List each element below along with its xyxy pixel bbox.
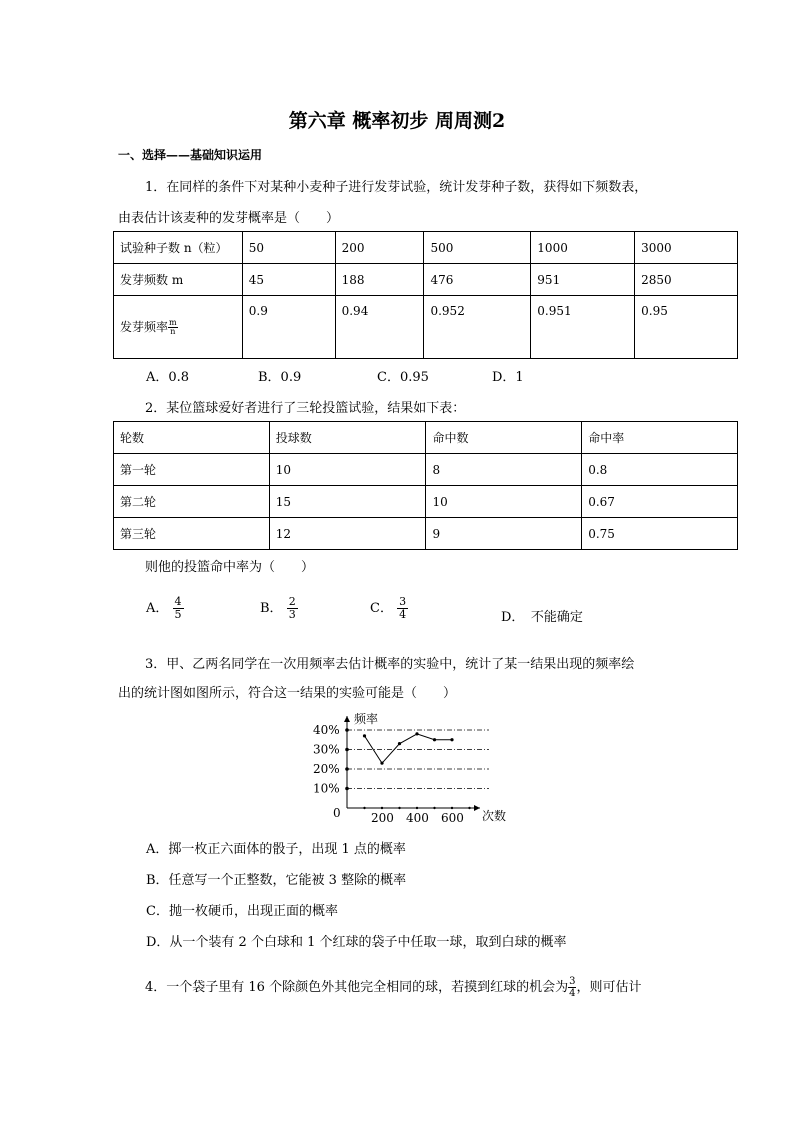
table-row	[114, 422, 738, 454]
table-cell: 2850	[635, 264, 738, 296]
fraction-denominator: 3	[288, 608, 296, 621]
y-ticks	[313, 723, 349, 796]
data-point	[363, 734, 366, 737]
y-tick-label: 30%	[313, 742, 340, 757]
data-point	[380, 762, 383, 765]
data-point	[415, 732, 418, 735]
frequency-line-chart	[300, 708, 520, 830]
table-cell: 50	[242, 232, 335, 264]
y-tick-label: 20%	[313, 762, 340, 776]
fraction	[287, 596, 298, 621]
table-row	[114, 232, 738, 264]
data-point	[398, 742, 401, 745]
q4-text-after: ，则可估计	[576, 980, 642, 995]
y-tick-label: 40%	[313, 723, 340, 737]
q1-table	[113, 231, 738, 359]
y-axis-arrow	[344, 716, 350, 722]
series-points	[363, 732, 454, 764]
table-cell: 10	[426, 486, 582, 518]
table-header: 轮数	[114, 422, 270, 454]
q2-question: 则他的投篮命中率为（ ）	[145, 560, 315, 575]
q1-row2-label: 发芽频数 m	[114, 264, 243, 296]
q2-option-c[interactable]	[370, 596, 408, 621]
fraction	[397, 596, 408, 621]
table-row	[114, 264, 738, 296]
data-point	[433, 738, 436, 741]
x-tick-dot	[451, 807, 453, 809]
fraction-denominator: 5	[174, 608, 182, 621]
table-cell: 0.67	[582, 486, 738, 518]
fraction-numerator: 2	[288, 595, 296, 608]
table-header: 命中率	[582, 422, 738, 454]
fraction-numerator: 3	[399, 595, 407, 608]
q3-option-c[interactable]: C．抛一枚硬币，出现正面的概率	[146, 904, 338, 919]
fraction	[173, 596, 184, 621]
table-cell: 10	[269, 454, 426, 486]
x-tick-dot	[468, 807, 470, 809]
fraction-denominator: 4	[569, 988, 576, 999]
table-cell: 0.9	[242, 296, 335, 359]
fraction	[168, 319, 178, 336]
x-axis-label: 次数	[482, 809, 507, 823]
table-row	[114, 454, 738, 486]
x-ticks	[363, 807, 470, 825]
table-cell: 476	[424, 264, 531, 296]
fraction-numerator: 4	[174, 595, 182, 608]
q1-text-line1: 1．在同样的条件下对某种小麦种子进行发芽试验，统计发芽种子数，获得如下频数表，	[145, 180, 648, 195]
table-cell: 951	[531, 264, 635, 296]
table-cell: 第一轮	[114, 454, 270, 486]
data-point	[450, 738, 453, 741]
table-cell: 第二轮	[114, 486, 270, 518]
table-cell: 0.952	[424, 296, 531, 359]
table-cell: 9	[426, 518, 582, 550]
section-heading: 一、选择——基础知识运用	[118, 148, 263, 162]
table-cell: 12	[269, 518, 426, 550]
q1-row3-label-text: 发芽频率	[120, 320, 169, 334]
q3-option-b[interactable]: B．任意写一个正整数，它能被 3 整除的概率	[146, 873, 407, 888]
q3-text-line1: 3．甲、乙两名同学在一次用频率去估计概率的实验中，统计了某一结果出现的频率绘	[145, 657, 635, 672]
table-cell: 0.94	[335, 296, 424, 359]
q1-row1-label: 试验种子数 n（粒）	[114, 232, 243, 264]
y-tick-dot	[345, 748, 349, 752]
y-tick-dot	[345, 728, 349, 732]
option-label: B．	[260, 601, 283, 616]
q4-text-before: 4．一个袋子里有 16 个除颜色外其他完全相同的球，若摸到红球的机会为	[145, 980, 569, 995]
q1-option-d[interactable]: D．1	[492, 370, 524, 385]
fraction-numerator: 3	[569, 976, 576, 987]
q2-text-line1: 2．某位篮球爱好者进行了三轮投篮试验，结果如下表：	[145, 401, 466, 416]
origin-label: 0	[333, 806, 341, 820]
table-cell: 0.95	[635, 296, 738, 359]
x-tick-dot	[398, 807, 400, 809]
table-cell: 0.951	[531, 296, 635, 359]
x-tick-dot	[363, 807, 365, 809]
y-axis-label: 频率	[354, 712, 379, 726]
q2-option-b[interactable]	[260, 596, 298, 621]
q1-option-a[interactable]: A．0.8	[146, 370, 190, 385]
q2-option-d[interactable]: D． 不能确定	[501, 610, 583, 625]
x-tick-dot	[416, 807, 418, 809]
table-cell: 500	[424, 232, 531, 264]
fraction-denominator: 4	[399, 608, 407, 621]
table-cell: 15	[269, 486, 426, 518]
q2-option-a[interactable]	[146, 596, 184, 621]
q1-text-line2: 由表估计该麦种的发芽概率是（ ）	[118, 211, 340, 226]
table-cell: 0.75	[582, 518, 738, 550]
table-cell: 8	[426, 454, 582, 486]
q1-option-b[interactable]: B．0.9	[258, 370, 302, 385]
table-cell: 0.8	[582, 454, 738, 486]
fraction-numerator: m	[169, 318, 177, 327]
x-tick-label: 400	[406, 811, 429, 825]
q2-table	[113, 421, 738, 550]
q4-text	[145, 976, 641, 999]
y-tick-label: 10%	[313, 781, 340, 796]
table-cell: 1000	[531, 232, 635, 264]
table-cell: 188	[335, 264, 424, 296]
table-header: 投球数	[269, 422, 426, 454]
table-cell: 200	[335, 232, 424, 264]
x-axis-arrow	[474, 805, 480, 811]
table-cell: 3000	[635, 232, 738, 264]
table-header: 命中数	[426, 422, 582, 454]
q1-option-c[interactable]: C．0.95	[377, 370, 429, 385]
x-tick-dot	[433, 807, 435, 809]
y-tick-dot	[345, 787, 349, 791]
x-tick-label: 600	[441, 811, 464, 825]
table-row	[114, 296, 738, 359]
y-tick-dot	[345, 767, 349, 771]
q1-row3-label	[114, 296, 243, 359]
option-label: A．	[146, 601, 169, 616]
page-title: 第六章 概率初步 周周测2	[288, 110, 506, 132]
table-row	[114, 486, 738, 518]
chart-grid	[347, 730, 489, 789]
option-label: C．	[370, 601, 393, 616]
fraction-denominator: n	[170, 327, 176, 336]
table-cell: 第三轮	[114, 518, 270, 550]
series-line	[365, 734, 453, 763]
q3-option-d[interactable]: D．从一个装有 2 个白球和 1 个红球的袋子中任取一球，取到白球的概率	[146, 935, 567, 950]
table-cell: 45	[242, 264, 335, 296]
x-tick-dot	[381, 807, 383, 809]
table-row	[114, 518, 738, 550]
q3-option-a[interactable]: A．掷一枚正六面体的骰子，出现 1 点的概率	[146, 842, 406, 857]
q3-text-line2: 出的统计图如图所示，符合这一结果的实验可能是（ ）	[118, 686, 457, 701]
x-tick-label: 200	[371, 811, 394, 825]
